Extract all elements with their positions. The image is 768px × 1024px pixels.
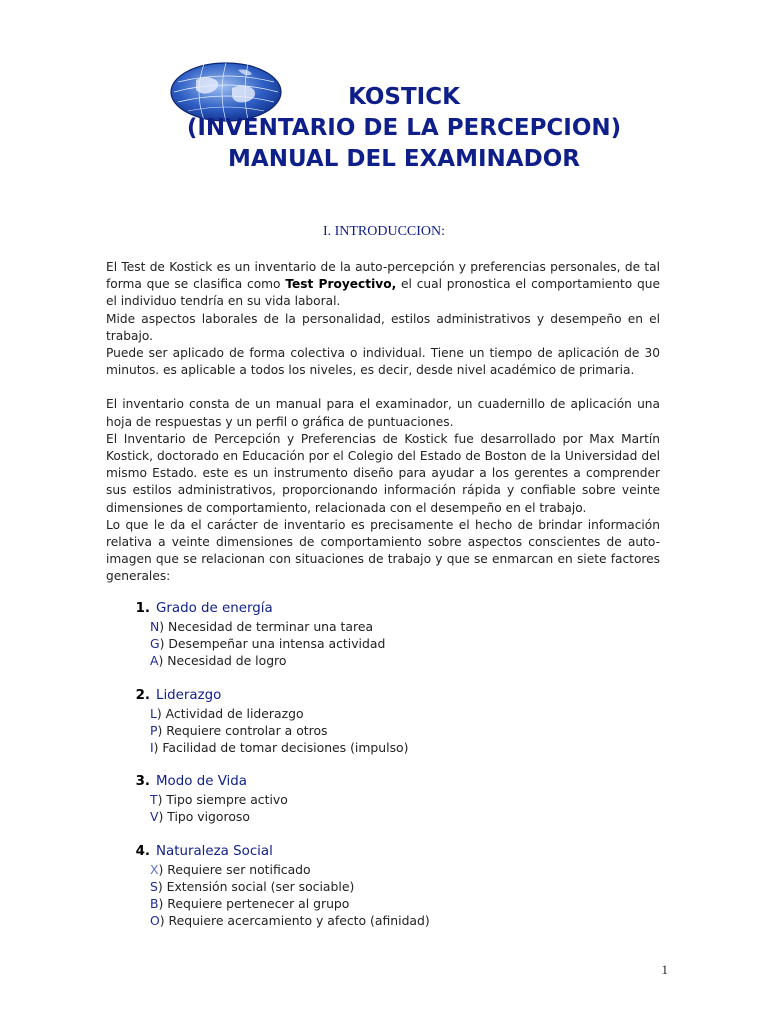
list-item: N) Necesidad de terminar una tarea — [150, 619, 374, 634]
list-item: O) Requiere acercamiento y afecto (afinidad) — [150, 913, 430, 929]
intro-body — [106, 259, 660, 586]
factor-group — [106, 687, 660, 757]
title-line-1: KOSTICK — [348, 84, 460, 110]
section-heading: I. INTRODUCCION: — [322, 224, 446, 239]
list-item: T) Tipo siempre activo — [150, 792, 288, 808]
factor-number: 2. — [135, 687, 150, 703]
list-item: A) Necesidad de logro — [150, 653, 287, 669]
factor-group — [106, 773, 660, 825]
paragraph-5: El Inventario de Percepción y Preferencias de Kostick fue desarrollado por Max Martín Kostick, doctorado en Educación por el Colegio del Estado de Boston de la Universidad del mismo Estado. este es un instrumento diseño para ayudar a los gerentes a comprender sus estilos administrativos, proporcionando información rápida y confiable sobre veinte dimensiones de comportamiento, relacionada con el desempeño en el trabajo. — [106, 431, 660, 515]
factor-title: Modo de Vida — [156, 774, 247, 790]
paragraph-6: Lo que le da el carácter de inventario es precisamente el hecho de brindar información relativa a veinte dimensiones de comportamiento sobre aspectos conscientes de auto-imagen que se relacionan con situaciones de trabajo y que se enmarcan en siete factores generales: — [106, 517, 660, 584]
page-number: 1 — [661, 962, 668, 977]
document-title — [140, 82, 668, 175]
paragraph-2: Mide aspectos laborales de la personalidad, estilos administrativos y desempeño en el trabajo. — [106, 311, 660, 343]
paragraph-4: El inventario consta de un manual para el examinador, un cuadernillo de aplicación una hoja de respuestas y un perfil o gráfica de puntuaciones. — [106, 397, 660, 429]
list-item: S) Extensión social (ser sociable) — [150, 878, 355, 894]
paragraph-3: Puede ser aplicado de forma colectiva o individual. Tiene un tiempo de aplicación de 30 minutos. es aplicable a todos los niveles, es decir, desde nivel académico de primaria. — [106, 346, 660, 378]
factor-title: Grado de energía — [156, 601, 273, 616]
list-item: B) Requiere pertenecer al grupo — [150, 896, 350, 912]
title-line-2: (INVENTARIO DE LA PERCEPCION) — [186, 115, 622, 141]
list-item: X) Requiere ser notificado — [150, 861, 311, 877]
list-item: L) Actividad de liderazgo — [150, 705, 304, 721]
list-item: G) Desempeñar una intensa actividad — [150, 636, 386, 652]
list-item: I) Facilidad de tomar decisiones (impulso) — [150, 740, 409, 756]
factor-list — [106, 600, 660, 946]
bold-term: Test Proyectivo, — [285, 277, 397, 292]
title-line-3: MANUAL DEL EXAMINADOR — [228, 146, 580, 172]
list-item: P) Requiere controlar a otros — [150, 722, 328, 738]
paragraph-1: El Test de Kostick es un inventario de la auto-percepción y preferencias personales, de tal forma que se clasifica como Test Proyectivo, el cual pronostica el comportamiento que el individuo tendría en su vida laboral. — [106, 260, 661, 309]
list-item: V) Tipo vigoroso — [150, 809, 250, 825]
factor-number: 1. — [135, 601, 150, 616]
factor-group — [106, 600, 660, 670]
factor-title: Liderazgo — [156, 687, 222, 703]
factor-title: Naturaleza Social — [156, 843, 273, 859]
factor-number: 3. — [135, 774, 150, 790]
factor-number: 4. — [135, 843, 150, 859]
factor-group — [106, 843, 660, 930]
